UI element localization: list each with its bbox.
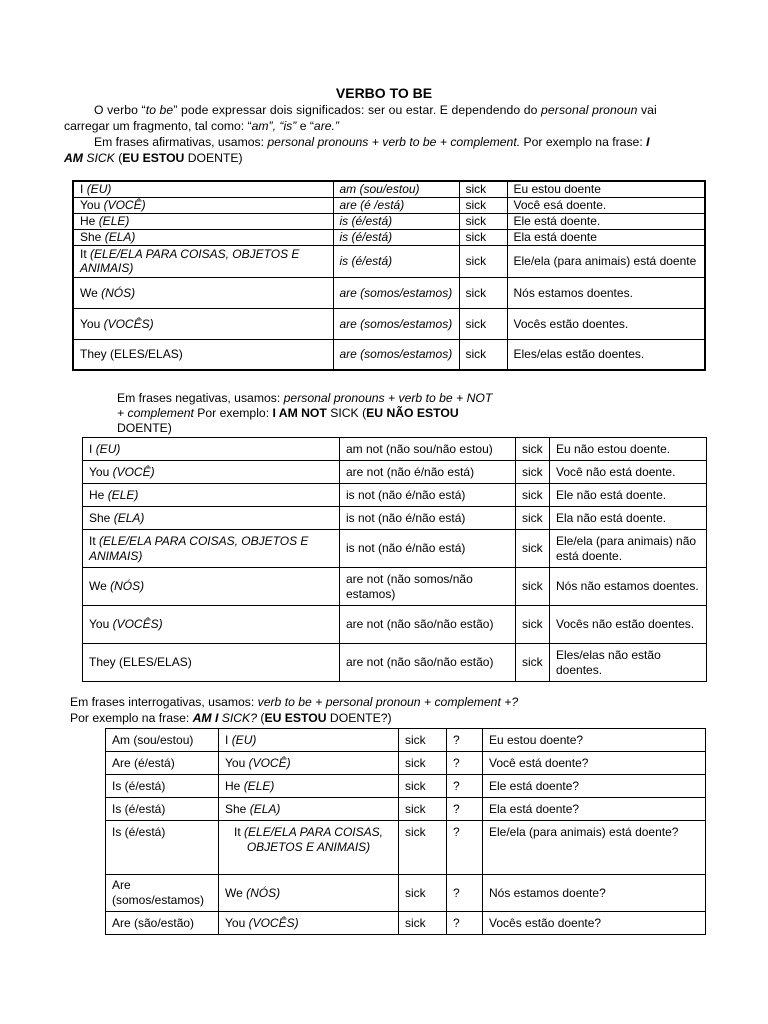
pronoun-cell: We (NÓS) xyxy=(219,875,399,912)
verb-cell: Is (é/está) xyxy=(106,775,219,798)
verb-cell: are (somos/estamos) xyxy=(333,308,459,339)
pronoun-cell: I (EU) xyxy=(73,181,333,197)
pronoun-cell: I (EU) xyxy=(219,729,399,752)
pronoun-cell: You (VOCÊS) xyxy=(73,308,333,339)
verb-cell: are not (não é/não está) xyxy=(340,461,516,484)
adjective-cell: sick xyxy=(516,438,550,461)
table-row xyxy=(83,507,707,530)
interrogative-table xyxy=(105,728,706,935)
pronoun-cell: You (VOCÊS) xyxy=(83,606,340,644)
verb-cell: are not (não somos/não estamos) xyxy=(340,568,516,606)
verb-cell: is not (não é/não está) xyxy=(340,507,516,530)
translation-cell: Ela não está doente. xyxy=(550,507,707,530)
pronoun-cell: She (ELA) xyxy=(83,507,340,530)
pronoun-cell: They (ELES/ELAS) xyxy=(83,644,340,682)
question-mark-cell: ? xyxy=(447,729,483,752)
verb-cell: Am (sou/estou) xyxy=(106,729,219,752)
translation-cell: Nós não estamos doentes. xyxy=(550,568,707,606)
verb-cell: is (é/está) xyxy=(333,229,459,245)
negative-intro-line-2: + complement Por exemplo: I AM NOT SICK (EU NÃO ESTOU xyxy=(117,406,459,420)
translation-cell: Nós estamos doente? xyxy=(483,875,706,912)
translation-cell: Ele/ela (para animais) não está doente. xyxy=(550,530,707,568)
pronoun-cell: They (ELES/ELAS) xyxy=(73,339,333,370)
affirmative-table xyxy=(72,180,706,371)
translation-cell: Ele está doente. xyxy=(507,213,705,229)
translation-cell: Ele/ela (para animais) está doente? xyxy=(483,821,706,875)
intro-line-2: carregar um fragmento, tal como: “am”, “is” e “are.” xyxy=(64,119,339,133)
translation-cell: Nós estamos doentes. xyxy=(507,277,705,308)
pronoun-cell: We (NÓS) xyxy=(73,277,333,308)
verb-cell: Are (é/está) xyxy=(106,752,219,775)
pronoun-cell: It (ELE/ELA PARA COISAS, OBJETOS E ANIMAIS) xyxy=(73,245,333,277)
table-row xyxy=(73,339,705,370)
table-row xyxy=(106,798,706,821)
adjective-cell: sick xyxy=(399,875,447,912)
adjective-cell: sick xyxy=(459,197,507,213)
translation-cell: Eles/elas não estão doentes. xyxy=(550,644,707,682)
pronoun-cell: We (NÓS) xyxy=(83,568,340,606)
table-row xyxy=(106,875,706,912)
adjective-cell: sick xyxy=(459,213,507,229)
verb-cell: am (sou/estou) xyxy=(333,181,459,197)
interrogative-intro-line-2: Por exemplo na frase: AM I SICK? (EU ESTOU DOENTE?) xyxy=(70,711,392,725)
translation-cell: Vocês estão doente? xyxy=(483,912,706,935)
table-row xyxy=(73,197,705,213)
table-row xyxy=(83,644,707,682)
verb-cell: Are (são/estão) xyxy=(106,912,219,935)
adjective-cell: sick xyxy=(399,798,447,821)
adjective-cell: sick xyxy=(399,775,447,798)
verb-cell: is (é/está) xyxy=(333,245,459,277)
question-mark-cell: ? xyxy=(447,821,483,875)
table-row xyxy=(83,606,707,644)
translation-cell: Você está doente? xyxy=(483,752,706,775)
adjective-cell: sick xyxy=(459,245,507,277)
page-title: VERBO TO BE xyxy=(335,85,433,101)
question-mark-cell: ? xyxy=(447,912,483,935)
verb-cell: are not (não são/não estão) xyxy=(340,606,516,644)
translation-cell: Ela está doente? xyxy=(483,798,706,821)
translation-cell: Você esá doente. xyxy=(507,197,705,213)
table-row xyxy=(73,245,705,277)
intro-line-1: O verbo “to be” pode expressar dois significados: ser ou estar. E dependendo do personal pronoun vai xyxy=(94,103,657,117)
pronoun-cell: She (ELA) xyxy=(219,798,399,821)
table-row xyxy=(73,277,705,308)
verb-cell: is not (não é/não está) xyxy=(340,530,516,568)
translation-cell: Você não está doente. xyxy=(550,461,707,484)
pronoun-cell: She (ELA) xyxy=(73,229,333,245)
adjective-cell: sick xyxy=(516,568,550,606)
interrogative-intro-line-1: Em frases interrogativas, usamos: verb to be + personal pronoun + complement +? xyxy=(70,695,519,709)
table-row xyxy=(83,461,707,484)
adjective-cell: sick xyxy=(516,484,550,507)
pronoun-cell: You (VOCÊ) xyxy=(83,461,340,484)
negative-table xyxy=(82,437,707,682)
table-row xyxy=(83,484,707,507)
pronoun-cell: You (VOCÊS) xyxy=(219,912,399,935)
table-row xyxy=(83,568,707,606)
adjective-cell: sick xyxy=(399,821,447,875)
translation-cell: Ele não está doente. xyxy=(550,484,707,507)
adjective-cell: sick xyxy=(399,729,447,752)
question-mark-cell: ? xyxy=(447,875,483,912)
verb-cell: Is (é/está) xyxy=(106,798,219,821)
pronoun-cell: It (ELE/ELA PARA COISAS, OBJETOS E ANIMAIS) xyxy=(219,821,399,875)
adjective-cell: sick xyxy=(459,181,507,197)
translation-cell: Eu não estou doente. xyxy=(550,438,707,461)
table-row xyxy=(73,229,705,245)
translation-cell: Ele está doente? xyxy=(483,775,706,798)
pronoun-cell: He (ELE) xyxy=(83,484,340,507)
verb-cell: are not (não são/não estão) xyxy=(340,644,516,682)
translation-cell: Vocês não estão doentes. xyxy=(550,606,707,644)
table-row xyxy=(106,912,706,935)
translation-cell: Eu estou doente? xyxy=(483,729,706,752)
translation-cell: Ela está doente xyxy=(507,229,705,245)
affirmative-intro-line-1: Em frases afirmativas, usamos: personal pronouns + verb to be + complement. Por exemplo na frase: I xyxy=(94,135,650,149)
table-row xyxy=(73,181,705,197)
translation-cell: Eu estou doente xyxy=(507,181,705,197)
question-mark-cell: ? xyxy=(447,775,483,798)
verb-cell: are (é /está) xyxy=(333,197,459,213)
verb-cell: is (é/está) xyxy=(333,213,459,229)
adjective-cell: sick xyxy=(516,644,550,682)
table-row xyxy=(83,530,707,568)
translation-cell: Ele/ela (para animais) está doente xyxy=(507,245,705,277)
verb-cell: Is (é/está) xyxy=(106,821,219,875)
negative-intro-line-3: DOENTE) xyxy=(117,421,172,435)
adjective-cell: sick xyxy=(516,606,550,644)
adjective-cell: sick xyxy=(399,752,447,775)
question-mark-cell: ? xyxy=(447,752,483,775)
pronoun-cell: He (ELE) xyxy=(73,213,333,229)
table-row xyxy=(106,729,706,752)
table-row xyxy=(106,752,706,775)
adjective-cell: sick xyxy=(516,461,550,484)
pronoun-cell: He (ELE) xyxy=(219,775,399,798)
table-row xyxy=(73,213,705,229)
pronoun-cell: I (EU) xyxy=(83,438,340,461)
adjective-cell: sick xyxy=(459,339,507,370)
adjective-cell: sick xyxy=(516,530,550,568)
adjective-cell: sick xyxy=(459,277,507,308)
adjective-cell: sick xyxy=(459,308,507,339)
table-row xyxy=(106,775,706,798)
pronoun-cell: You (VOCÊ) xyxy=(73,197,333,213)
adjective-cell: sick xyxy=(399,912,447,935)
pronoun-cell: You (VOCÊ) xyxy=(219,752,399,775)
pronoun-cell: It (ELE/ELA PARA COISAS, OBJETOS E ANIMAIS) xyxy=(83,530,340,568)
adjective-cell: sick xyxy=(459,229,507,245)
negative-intro-line-1: Em frases negativas, usamos: personal pronouns + verb to be + NOT xyxy=(117,391,493,405)
verb-cell: is not (não é/não está) xyxy=(340,484,516,507)
verb-cell: are (somos/estamos) xyxy=(333,339,459,370)
verb-cell: are (somos/estamos) xyxy=(333,277,459,308)
table-row xyxy=(83,438,707,461)
table-row xyxy=(73,308,705,339)
adjective-cell: sick xyxy=(516,507,550,530)
affirmative-intro-line-2: AM SICK (EU ESTOU DOENTE) xyxy=(64,151,243,165)
verb-cell: am not (não sou/não estou) xyxy=(340,438,516,461)
translation-cell: Eles/elas estão doentes. xyxy=(507,339,705,370)
verb-cell: Are (somos/estamos) xyxy=(106,875,219,912)
table-row xyxy=(106,821,706,875)
translation-cell: Vocês estão doentes. xyxy=(507,308,705,339)
question-mark-cell: ? xyxy=(447,798,483,821)
